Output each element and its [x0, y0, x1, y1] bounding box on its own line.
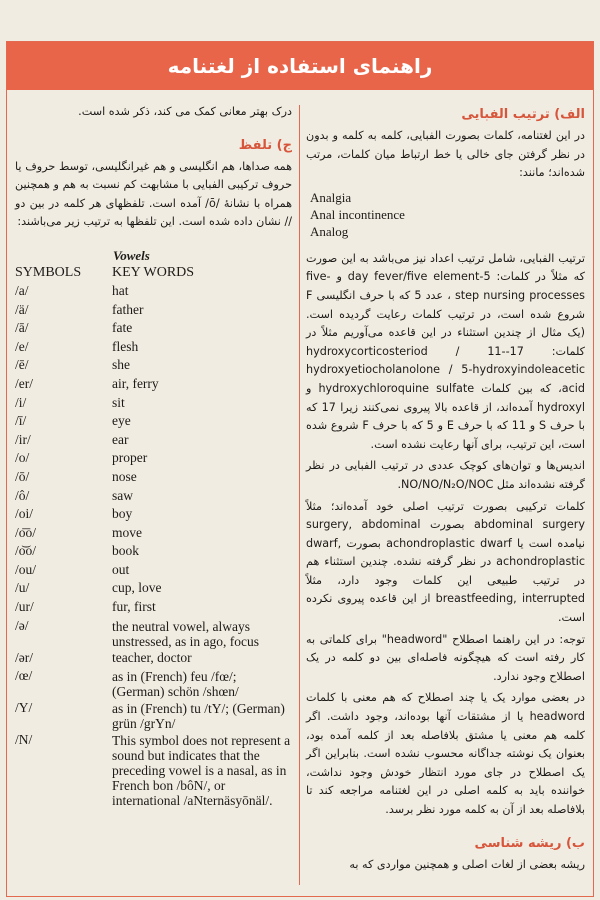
vowel-row — [15, 598, 292, 617]
vowel-keyword: eye — [112, 413, 131, 429]
vowel-symbol: /N/ — [15, 732, 33, 748]
vowel-keyword: flesh — [112, 338, 139, 354]
symbols-column-header: SYMBOLS — [15, 264, 82, 280]
section-c-text: همه صداها، هم انگلیسی و هم غیرانگلیسی، توسط حروف یا حروف ترکیبی الفبایی با مشابهت کم نسبت به هم و همچنین همراه با نشانهٔ /ō/ آمده است. تلفظهای هر کلمه در بین دو // نشان داده شده است. این تلفظها به ترتیب زیر می‌باشند: — [15, 159, 292, 229]
vowel-symbol: /ī/ — [15, 413, 27, 429]
section-a-heading: الف) ترتیب الفبایی — [461, 107, 585, 122]
vowel-symbol: /ər/ — [15, 649, 33, 665]
vowel-symbol: /ou/ — [15, 561, 37, 577]
left-column — [15, 103, 292, 808]
vowel-keyword: as in (French) tu /tY/; (German) grün /grYn/ — [112, 701, 285, 732]
vowel-row — [15, 301, 292, 320]
vowel-row — [15, 431, 292, 450]
vowel-row — [15, 561, 292, 580]
vowel-symbol: /er/ — [15, 375, 33, 391]
vowel-row — [15, 524, 292, 543]
vowel-keyword: This symbol does not represent a sound but indicates that the preceding vowel is a nasal, as in French bon /bôN/, or international /aNternäsyōnäl/. — [112, 733, 291, 809]
vowel-row — [15, 394, 292, 413]
column-divider — [299, 105, 300, 885]
vowel-row — [15, 449, 292, 468]
example-list — [306, 189, 585, 240]
paragraph-compound: کلمات ترکیبی بصورت ترتیب اصلی خود آمده‌اند؛ مثلاً abdominal surgery بصورت surgery, abdominal نیامده است یا achondroplastic dwarf بصورت dwarf, achondroplastic در نظر گرفته نشده. چندین استثناء هم در ترتیب طبیعی این کلمات وجود دارد، مثلاً breastfeeding, interrupted از این قاعده پیروی نکرده است. — [306, 499, 585, 625]
vowel-table-header — [15, 264, 292, 282]
vowels-title: Vowels — [113, 247, 150, 263]
vowel-row — [15, 699, 292, 731]
vowel-row — [15, 731, 292, 808]
vowel-keyword: nose — [112, 468, 137, 484]
vowel-row — [15, 375, 292, 394]
vowel-row — [15, 412, 292, 431]
vowel-keyword: out — [112, 561, 130, 577]
vowel-symbol: /ā/ — [15, 320, 29, 336]
vowel-symbol: /o͞o/ — [15, 524, 37, 540]
vowel-symbol: /ō/ — [15, 468, 30, 484]
vowel-symbol: /oi/ — [15, 506, 34, 522]
vowel-symbol: /i/ — [15, 394, 27, 410]
example-item: Anal incontinence — [310, 206, 405, 222]
vowel-symbol: /ē/ — [15, 357, 29, 373]
vowel-row — [15, 579, 292, 598]
vowel-row — [15, 667, 292, 699]
example-item: Analgia — [310, 189, 352, 205]
section-a-intro: در این لغتنامه، کلمات بصورت الفبایی، کلمه به کلمه و بدون در نظر گرفتن جای خالی یا خط ارتباط میان کلمات، مرتب شده‌اند؛ مانند: — [306, 129, 585, 180]
vowel-keyword: ear — [112, 431, 129, 447]
vowel-row — [15, 282, 292, 301]
vowel-symbol: /ô/ — [15, 487, 30, 503]
continued-text: درک بهتر معانی کمک می کند، ذکر شده است. — [78, 105, 292, 118]
paragraph-indices: اندیس‌ها و توان‌های کوچک عددی در ترتیب الفبایی در نظر گرفته نشده‌اند مثل NO/NO/N₂O/NOC. — [306, 459, 585, 491]
vowel-row — [15, 338, 292, 357]
vowel-symbol: /ä/ — [15, 301, 29, 317]
example-item: Analog — [310, 223, 349, 239]
vowel-keyword: saw — [112, 487, 133, 503]
vowel-symbol: /a/ — [15, 282, 29, 298]
paragraph-synonyms: در بعضی موارد یک یا چند اصطلاح که هم معنی با کلمات headword یا از مشتقات آنها بوده‌اند، وجود داشت. اگر کلمه هم معنی یا مشتق بلافاصله بعد از کلمه آمده بود، بعنوان یک نوشته جداگانه محسوب نشده است. بنابراین اگر یک اصطلاح در جای مورد انتظار خودش وجود نداشت، خواننده باید به کلمه اصلی در این لغتنامه مراجعه کند تا بلافاصله بعد از آن به کلمه مورد نظر برسد. — [306, 691, 585, 816]
section-b-heading: ب) ریشه شناسی — [474, 835, 585, 851]
vowel-row — [15, 319, 292, 338]
vowel-row — [15, 487, 292, 506]
vowel-symbol: /œ/ — [15, 668, 33, 684]
vowel-row — [15, 542, 292, 561]
vowel-symbol: /ur/ — [15, 599, 34, 615]
vowel-symbol: /e/ — [15, 338, 29, 354]
vowel-row — [15, 505, 292, 524]
vowel-symbol: /u/ — [15, 580, 30, 596]
vowel-keyword: boy — [112, 506, 133, 522]
page-title: راهنمای استفاده از لغتنامه — [7, 42, 593, 90]
vowel-keyword: fur, first — [112, 599, 156, 615]
vowel-keyword: hat — [112, 282, 129, 298]
right-column — [306, 103, 585, 877]
vowel-row — [15, 617, 292, 649]
vowel-keyword: air, ferry — [112, 375, 159, 391]
vowel-symbol: /ir/ — [15, 431, 31, 447]
vowel-keyword: as in (French) feu /fœ/; (German) schön /shœn/ — [112, 669, 239, 700]
vowel-keyword: book — [112, 543, 139, 559]
vowel-symbol: /ə/ — [15, 617, 29, 633]
vowel-keyword: proper — [112, 450, 148, 466]
vowel-keyword: sit — [112, 394, 125, 410]
vowel-keyword: father — [112, 301, 144, 317]
vowel-keyword: she — [112, 357, 130, 373]
vowel-row — [15, 649, 292, 668]
paragraph-headword: توجه: در این راهنما اصطلاح "headword" برای کلماتی به کار رفته است که هیچگونه فاصله‌ای بین دو کلمه در یک اصطلاح وجود ندارد. — [306, 632, 585, 683]
vowel-row — [15, 468, 292, 487]
vowel-table — [15, 282, 292, 808]
vowel-keyword: teacher, doctor — [112, 649, 192, 665]
vowel-symbol: /o/ — [15, 450, 30, 466]
vowel-symbol: /o͝o/ — [15, 543, 37, 559]
vowel-keyword: move — [112, 524, 142, 540]
vowel-symbol: /Y/ — [15, 700, 33, 716]
keywords-column-header: KEY WORDS — [112, 264, 195, 280]
paragraph-numbers: ترتیب الفبایی، شامل ترتیب اعداد نیز می‌باشد به این صورت که مثلاً در کلمات: 5-day fever/five element و five-step nursing processes ، عدد 5 که با حرف انگلیسی F شروع شده است، در ترتیب کلمات رعایت گردیده است. (یک مثال از چندین استثناء در این قاعده می‌آوریم مثلاً در کلمات: 17-hydroxycorticosteriod / 11-hydroxyetiocholanolone / 5-hydroxyindoleacetic acid، که بین کلمات hydroxychloroquine sulfate و hydroxyl آمده‌اند، از قاعده بالا پیروی نمی‌کنند زیرا 17 که با حرف S و 11 که با حرف E و 5 که با حرف F شروع شده است، این ترتیب، برای آنها رعایت نشده است. — [306, 251, 586, 451]
section-c-heading: ج) تلفظ — [238, 137, 292, 153]
vowel-keyword: the neutral vowel, always unstressed, as in ago, focus — [112, 618, 259, 649]
vowel-keyword: cup, love — [112, 580, 162, 596]
vowel-keyword: fate — [112, 320, 133, 336]
vowel-row — [15, 356, 292, 375]
section-b-text: ریشه بعضی از لغات اصلی و همچنین مواردی که به — [349, 857, 585, 871]
